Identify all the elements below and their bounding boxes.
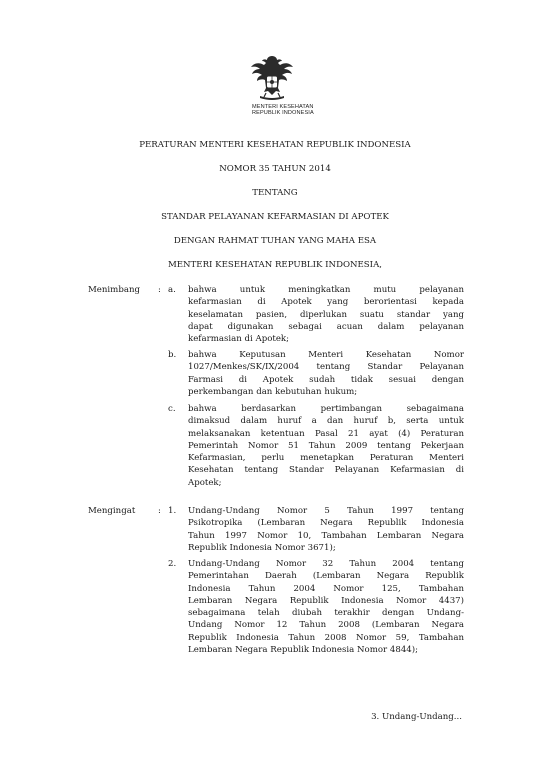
item-line: bahwa berdasarkan pertimbangan sebagaimana: [188, 404, 464, 414]
page-continuation: 3. Undang-Undang...: [371, 712, 462, 722]
menimbang-item-c: [168, 403, 464, 489]
item-line: Undang Nomor 12 Tahun 2008 (Lembaran Negara: [188, 620, 464, 631]
item-line: Republik Indonesia Tahun 2008 Nomor 59, Tambahan: [188, 632, 464, 643]
item-line: Tahun 1997 Nomor 10, Tambahan Lembaran Negara: [188, 530, 464, 541]
item-marker: 1.: [168, 506, 177, 516]
item-line: perkembangan dan kebutuhan hukum;: [188, 386, 358, 397]
item-line: Kesehatan tentang Standar Pelayanan Kefarmasian di: [188, 465, 464, 476]
item-line: keselamatan pasien, diperlukan suatu standar yang: [188, 309, 464, 320]
item-line: Kefarmasian, perlu menetapkan Peraturan Menteri: [188, 453, 464, 463]
mengingat-item-2: [168, 558, 464, 656]
garuda-emblem-icon: [250, 52, 294, 102]
menimbang-label: Menimbang: [88, 285, 140, 295]
item-marker: c.: [168, 404, 176, 414]
item-line: Indonesia Tahun 2004 Nomor 125, Tambahan: [188, 583, 464, 594]
item-line: Pemerintahan Daerah (Lembaran Negara Republik: [188, 571, 464, 582]
menimbang-item-b: [168, 349, 464, 398]
grace-line: DENGAN RAHMAT TUHAN YANG MAHA ESA: [173, 236, 377, 246]
item-line: Pemerintah Nomor 51 Tahun 2009 tentang Pekerjaan: [188, 440, 464, 451]
item-marker: a.: [168, 285, 176, 295]
item-line: sebagaimana telah diubah terakhir dengan Undang-: [188, 608, 464, 618]
regulation-number: NOMOR 35 TAHUN 2014: [219, 164, 331, 174]
item-marker: b.: [168, 350, 177, 360]
item-line: bahwa untuk meningkatkan mutu pelayanan: [188, 285, 464, 295]
item-line: dapat digunakan sebagai acuan dalam pelayanan: [188, 321, 464, 332]
item-marker: 2.: [168, 559, 177, 569]
mengingat-label: Mengingat: [88, 506, 136, 516]
item-line: Psikotropika (Lembaran Negara Republik Indonesia: [188, 518, 464, 529]
item-line: Lembaran Negara Republik Indonesia Nomor 4437): [188, 595, 464, 606]
mengingat-colon: :: [158, 506, 161, 516]
ministry-line-1: MENTERI KESEHATAN: [252, 104, 314, 110]
menimbang-colon: :: [158, 285, 161, 295]
item-line: kefarmasian di Apotek;: [188, 334, 290, 344]
mengingat-item-1: [168, 505, 464, 554]
item-line: 1027/Menkes/SK/IX/2004 tentang Standar Pelayanan: [188, 362, 464, 373]
minister-line: MENTERI KESEHATAN REPUBLIK INDONESIA,: [167, 260, 383, 270]
item-line: dimaksud dalam huruf a dan huruf b, serta untuk: [188, 416, 464, 427]
ministry-heading: [252, 104, 314, 117]
item-line: Republik Indonesia Nomor 3671);: [188, 542, 336, 553]
ministry-line-2: REPUBLIK INDONESIA: [252, 110, 314, 117]
item-line: Farmasi di Apotek sudah tidak sesuai dengan: [188, 374, 464, 385]
menimbang-item-a: [168, 284, 464, 345]
item-line: melaksanakan ketentuan Pasal 21 ayat (4) Peraturan: [188, 428, 464, 439]
regulation-subject: STANDAR PELAYANAN KEFARMASIAN DI APOTEK: [161, 212, 389, 222]
about-heading: TENTANG: [252, 188, 298, 198]
item-line: Undang-Undang Nomor 32 Tahun 2004 tentang: [188, 559, 464, 569]
regulation-title: PERATURAN MENTERI KESEHATAN REPUBLIK INDONESIA: [139, 140, 411, 150]
item-line: Apotek;: [188, 477, 222, 488]
item-line: Lembaran Negara Republik Indonesia Nomor 4844);: [188, 644, 419, 655]
item-line: bahwa Keputusan Menteri Kesehatan Nomor: [188, 350, 464, 360]
item-line: kefarmasian di Apotek yang berorientasi kepada: [188, 297, 464, 308]
item-line: Undang-Undang Nomor 5 Tahun 1997 tentang: [188, 506, 464, 516]
